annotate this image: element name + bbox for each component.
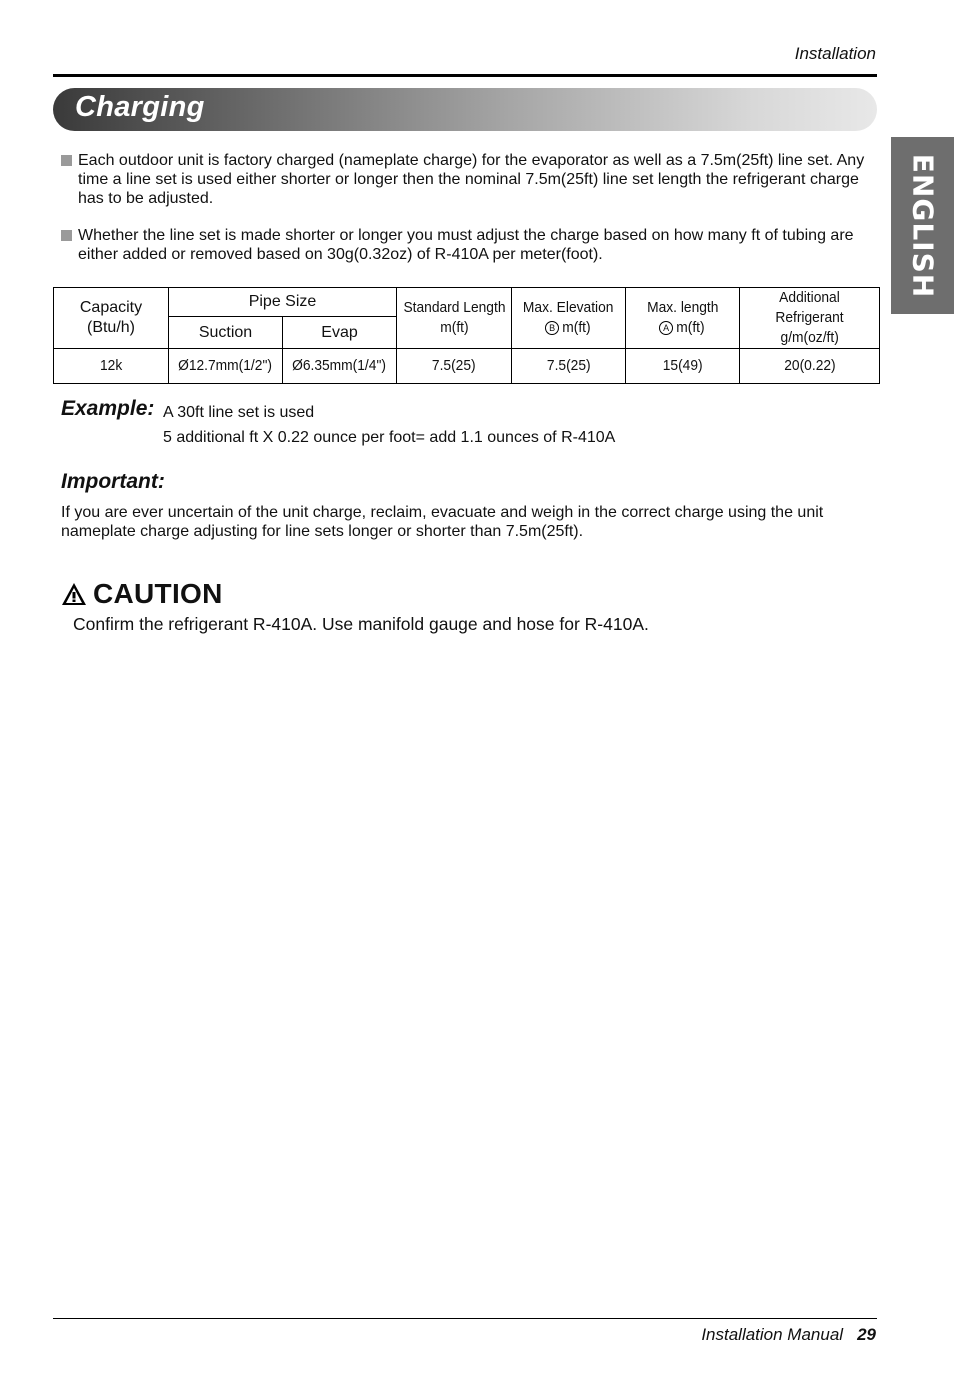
bottom-rule [53,1318,877,1319]
language-tab [891,137,954,314]
col-header-max-elevation: Max. Elevation B m(ft) [512,288,626,349]
cell-max-elevation: 7.5(25) [512,349,626,384]
example-line-2: 5 additional ft X 0.22 ounce per foot= add 1.1 ounces of R-410A [163,429,616,446]
page-number: 29 [857,1325,876,1344]
paragraph-text: Whether the line set is made shorter or longer you must adjust the charge based on how many ft of tubing are either added or removed based on 30g(0.32oz) of R-410A per meter(foot). [78,227,854,263]
cell-evap: Ø6.35mm(1/4") [283,349,397,384]
cell-suction: Ø12.7mm(1/2") [169,349,283,384]
cell-additional-refrigerant: 20(0.22) [740,349,880,384]
spec-table [53,287,880,384]
marker-a-icon: A [659,321,673,335]
example-label: Example: [61,397,155,420]
top-rule [53,74,877,77]
table-header-row [54,288,880,317]
bullet-square-icon [61,230,72,241]
header-section-label: Installation [794,44,876,63]
footer [701,1325,876,1345]
cell-max-length: 15(49) [626,349,740,384]
bullet-square-icon [61,155,72,166]
col-header-standard-length: Standard Length m(ft) [397,288,512,349]
col-header-additional-refrigerant: Additional Refrigerant g/m(oz/ft) [740,288,880,349]
paragraph-factory-charge [61,151,879,208]
col-header-pipe-size: Pipe Size [169,288,397,317]
col-header-max-length: Max. length A m(ft) [626,288,740,349]
cell-capacity: 12k [54,349,169,384]
paragraph-text: Each outdoor unit is factory charged (nameplate charge) for the evaporator as well as a 7.5m(25ft) line set. Any time a line set is used either shorter or longer then the nominal 7.5m(25ft) line set length the refrigerant charge has to be adjusted. [78,152,865,207]
important-label: Important: [61,470,165,493]
cell-standard-length: 7.5(25) [397,349,512,384]
col-header-evap: Evap [283,317,397,349]
caution-label: CAUTION [93,578,223,609]
caution-text: Confirm the refrigerant R-410A. Use manifold gauge and hose for R-410A. [73,614,649,634]
caution-heading [61,577,223,611]
marker-b-icon: B [545,321,559,335]
warning-triangle-icon [61,582,87,606]
language-tab-label: ENGLISH [906,153,939,298]
example-line-1: A 30ft line set is used [163,404,315,421]
paragraph-adjust-charge [61,226,879,264]
table-row [54,349,880,384]
footer-manual-title: Installation Manual [701,1325,844,1344]
page-title: Charging [75,91,205,123]
col-header-suction: Suction [169,317,283,349]
title-bar [53,88,877,131]
important-text: If you are ever uncertain of the unit charge, reclaim, evacuate and weigh in the correct charge using the unit nameplate charge adjusting for line sets longer or shorter than 7.5m(25ft). [61,504,824,540]
col-header-capacity: Capacity (Btu/h) [54,288,169,349]
